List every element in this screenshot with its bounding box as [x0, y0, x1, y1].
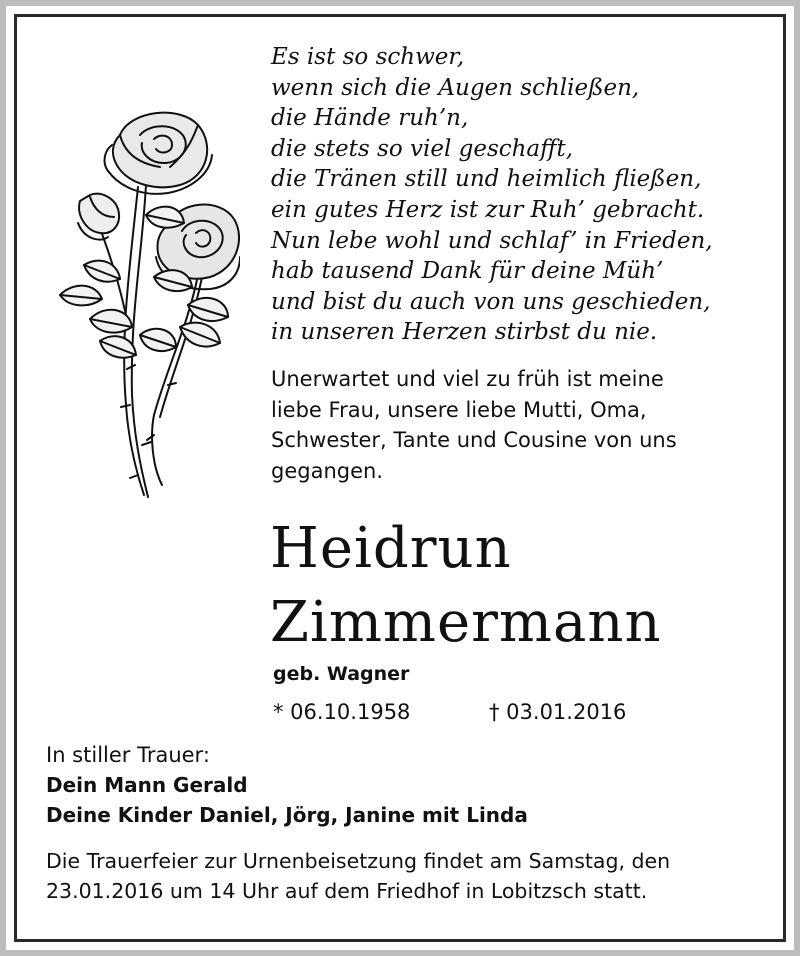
ceremony-line: 23.01.2016 um 14 Uhr auf dem Friedhof in Lobitzsch statt. — [46, 879, 648, 903]
poem-line: in unseren Herzen stirbst du nie. — [271, 319, 658, 346]
poem-line: ein gutes Herz ist zur Ruh’ gebracht. — [271, 196, 705, 223]
poem-line: die Hände ruh’n, — [271, 105, 469, 132]
deceased-name — [270, 512, 662, 660]
poem-line: hab tausend Dank für deine Müh’ — [271, 258, 664, 285]
rose-bud — [78, 194, 119, 240]
poem — [271, 42, 713, 348]
poem-line: die stets so viel geschafft, — [271, 135, 573, 162]
poem-line: und bist du auch von uns geschieden, — [271, 288, 711, 315]
ceremony-info — [46, 846, 670, 906]
life-dates — [273, 700, 626, 724]
intro-line: Unerwartet und viel zu früh ist meine — [271, 367, 664, 391]
intro-line: Schwester, Tante und Cousine von uns — [271, 428, 677, 452]
mourners-heading: In stiller Trauer: — [46, 743, 210, 767]
first-name: Heidrun — [270, 516, 512, 581]
poem-line: Es ist so schwer, — [271, 44, 465, 70]
mourner-children: Deine Kinder Daniel, Jörg, Janine mit Linda — [46, 803, 528, 827]
last-name: Zimmermann — [270, 590, 662, 655]
maiden-name: geb. Wagner — [273, 663, 410, 685]
intro-line: gegangen. — [271, 458, 383, 483]
mourner-spouse: Dein Mann Gerald — [46, 773, 248, 797]
ceremony-line: Die Trauerfeier zur Urnenbeisetzung findet am Samstag, den — [46, 849, 671, 873]
birth-date: * 06.10.1958 — [273, 700, 411, 724]
intro-text — [271, 364, 677, 486]
rose-top — [105, 113, 212, 194]
poem-line: wenn sich die Augen schließen, — [271, 74, 640, 101]
mourners — [46, 740, 528, 830]
poem-line: die Tränen still und heimlich fließen, — [271, 166, 702, 193]
death-date: † 03.01.2016 — [489, 700, 627, 724]
poem-line: Nun lebe wohl und schlaf’ in Frieden, — [271, 227, 713, 254]
roses-illustration — [50, 105, 240, 505]
intro-line: liebe Frau, unsere liebe Mutti, Oma, — [271, 397, 647, 422]
